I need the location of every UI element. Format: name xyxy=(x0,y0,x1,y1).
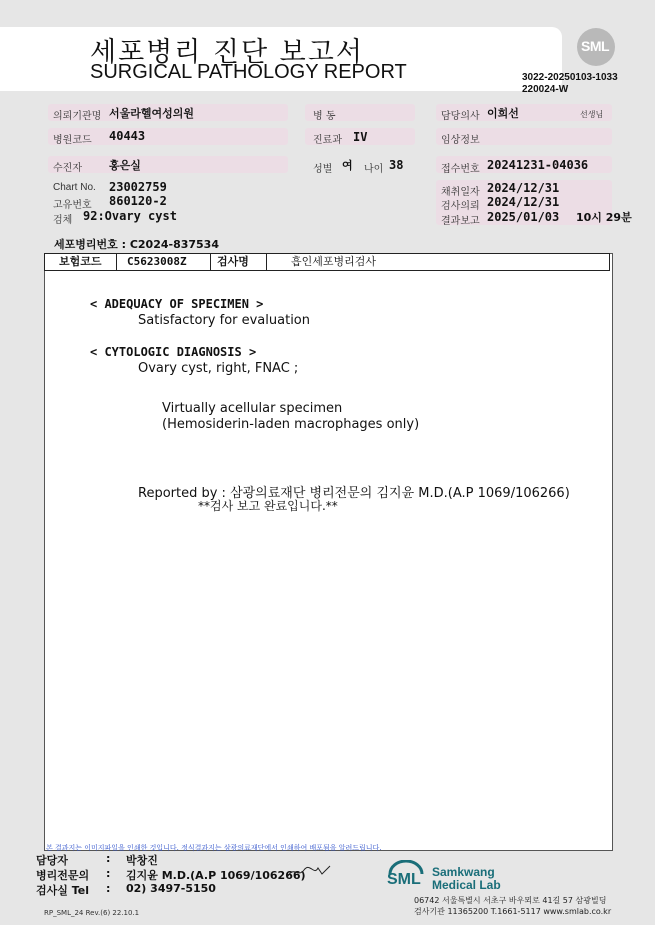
pathologist-colon: : xyxy=(106,867,111,880)
report-title-english: SURGICAL PATHOLOGY REPORT xyxy=(90,61,407,83)
ward-label: 병 동 xyxy=(313,111,336,122)
insurance-code-value: C5623008Z xyxy=(117,254,211,270)
lab-name: Samkwang Medical Lab xyxy=(432,865,501,892)
print-notice: 본 결과지는 이미지파일을 인쇄한 것입니다. 정식결과지는 삼광의료재단에서 인쇄하여 배포됨을 알려드립니다. xyxy=(46,844,382,852)
reported-time: 10시 29분 xyxy=(576,211,632,224)
test-name-value: 흡인세포병리검사 xyxy=(291,255,377,268)
adequacy-text: Satisfactory for evaluation xyxy=(138,313,310,328)
report-title-korean: 세포병리 진단 보고서 xyxy=(90,37,364,68)
insurance-code-label: 보험코드 xyxy=(45,254,117,270)
patient-field xyxy=(48,156,288,173)
manager-label: 담당자 xyxy=(36,854,68,867)
insurance-row xyxy=(44,253,610,271)
doctor-value: 이희선 xyxy=(487,107,519,120)
specimen-label: 검체 xyxy=(53,215,73,226)
patient-label: 수진자 xyxy=(53,163,82,174)
report-complete: **검사 보고 완료입니다.** xyxy=(198,499,338,513)
sex-label: 성별 xyxy=(313,164,333,175)
department-value: IV xyxy=(353,130,368,144)
diagnosis-heading: < CYTOLOGIC DIAGNOSIS > xyxy=(90,345,257,359)
specimen-value: 92:Ovary cyst xyxy=(83,209,177,223)
doctor-suffix: 선생님 xyxy=(580,110,604,119)
id-label: 고유번호 xyxy=(53,200,92,211)
lab-info: 검사기관 11365200 T.1661-5117 www.smlab.co.kr xyxy=(414,907,612,916)
doctor-label: 담당의사 xyxy=(441,111,480,122)
report-body-panel xyxy=(44,253,613,851)
finding-line-1: Virtually acellular specimen xyxy=(162,401,343,416)
test-name-label: 검사명 xyxy=(211,254,267,270)
age-value: 38 xyxy=(389,158,404,172)
hospital-code-value: 40443 xyxy=(109,129,146,143)
id-value: 860120-2 xyxy=(109,194,167,208)
cytology-number: 세포병리번호 : C2024-837534 xyxy=(54,238,219,251)
reported-value: 2025/01/03 xyxy=(487,210,560,224)
age-label: 나이 xyxy=(364,164,384,175)
department-label: 진료과 xyxy=(313,135,342,146)
tel-value: 02) 3497-5150 xyxy=(126,882,216,895)
hospital-code-label: 병원코드 xyxy=(53,135,92,146)
requested-value: 2024/12/31 xyxy=(487,195,560,209)
pathologist-value: 김지윤 M.D.(A.P 1069/106266) xyxy=(126,869,306,882)
samkwang-logo-text: SML xyxy=(387,871,421,888)
diagnosis-text: Ovary cyst, right, FNAC ; xyxy=(138,361,299,376)
pathologist-label: 병리전문의 xyxy=(36,869,90,882)
receipt-value: 20241231-04036 xyxy=(487,158,589,172)
document-number: 3022-20250103-1033 220024-W xyxy=(522,72,618,95)
adequacy-heading: < ADEQUACY OF SPECIMEN > xyxy=(90,297,264,311)
reported-label: 결과보고 xyxy=(441,216,480,227)
manager-value: 박창진 xyxy=(126,854,158,867)
lab-address: 06742 서울특별시 서초구 바우뫼로 41길 57 삼광빌딩 xyxy=(414,896,607,905)
receipt-label: 접수번호 xyxy=(441,164,480,175)
chart-value: 23002759 xyxy=(109,180,167,194)
sml-logo-text: SML xyxy=(581,38,610,54)
chart-label: Chart No. xyxy=(53,182,96,193)
tel-label: 검사실 Tel xyxy=(36,884,89,897)
signature-icon xyxy=(286,864,332,880)
clinical-info-label: 임상정보 xyxy=(441,135,480,146)
manager-colon: : xyxy=(106,852,111,865)
tel-colon: : xyxy=(106,882,111,895)
patient-value: 홍은실 xyxy=(109,159,141,172)
sex-value: 여 xyxy=(342,159,353,172)
institution-label: 의뢰기관명 xyxy=(53,111,102,122)
form-number: RP_SML_24 Rev.(6) 22.10.1 xyxy=(44,909,140,917)
requested-label: 검사의뢰 xyxy=(441,201,480,212)
collected-value: 2024/12/31 xyxy=(487,181,560,195)
institution-value: 서울라헬여성의원 xyxy=(109,107,195,120)
reported-by: Reported by : 삼광의료재단 병리전문의 김지윤 M.D.(A.P 1069/106266) xyxy=(138,486,570,501)
finding-line-2: (Hemosiderin-laden macrophages only) xyxy=(162,417,420,432)
collected-label: 채취일자 xyxy=(441,187,480,198)
